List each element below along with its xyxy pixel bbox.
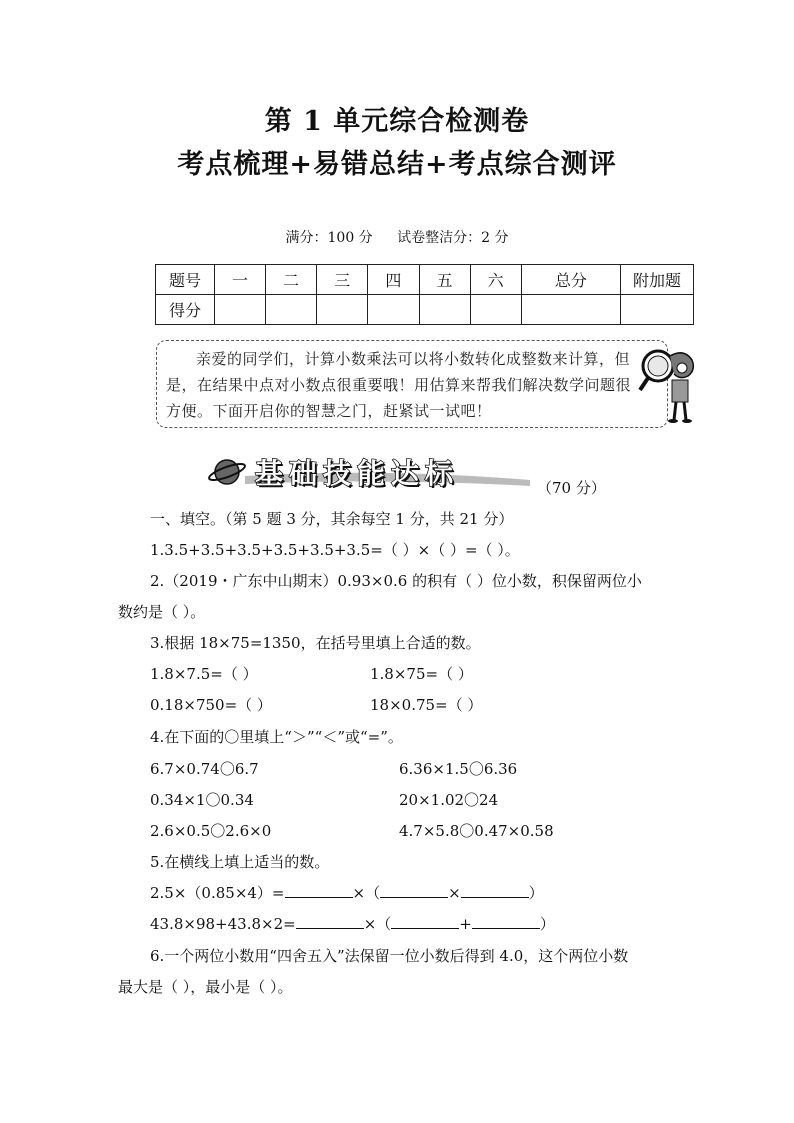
row-header-number: 题号 [156,265,215,295]
intro-note-text: 亲爱的同学们，计算小数乘法可以将小数转化成整数来计算，但是，在结果中点对小数点很重要哦！用估算来帮我们解决数学问题很方便。下面开启你的智慧之门，赶紧试一试吧！ [166,350,632,420]
q5a-expression: 2.5×（0.85×4）= [150,884,285,902]
column-header: 一 [215,265,266,295]
question-4: 4.在下面的〇里填上“＞”“＜”或“=”。 [150,728,403,746]
column-header-bonus: 附加题 [621,265,694,295]
score-cell[interactable] [266,295,317,325]
question-4-item: 0.34×1〇0.34 [150,791,254,809]
question-2-line1: 2.（2019・广东中山期末）0.93×0.6 的积有（ ）位小数，积保留两位小 [150,572,642,590]
section-score: （70 分） [537,479,606,497]
question-4-item: 6.7×0.74〇6.7 [150,760,259,778]
score-table [155,264,694,325]
score-info [0,227,794,247]
question-1: 1.3.5+3.5+3.5+3.5+3.5+3.5=（ ）×（ ）=（ ）。 [150,541,520,559]
question-4-item: 6.36×1.5〇6.36 [399,760,518,778]
column-header: 六 [470,265,521,295]
answer-blank[interactable] [391,914,459,929]
score-cell[interactable] [419,295,470,325]
score-table-header-row [156,265,694,295]
page-title: 第 1 单元综合检测卷 [264,106,530,137]
question-6-line2: 最大是（ ），最小是（ ）。 [118,978,293,996]
answer-blank[interactable] [285,883,353,898]
row-header-score: 得分 [156,295,215,325]
q5b-times: ×（ [363,915,392,933]
question-3-item: 1.8×7.5=（ ） [150,665,258,683]
question-5a [150,882,544,903]
score-cell[interactable] [215,295,266,325]
question-6-line1: 6.一个两位小数用“四舍五入”法保留一位小数后得到 4.0，这个两位小数 [150,947,629,965]
score-table-score-row [156,295,694,325]
answer-blank[interactable] [380,883,448,898]
score-cell[interactable] [368,295,419,325]
question-5: 5.在横线上填上适当的数。 [150,853,330,871]
score-cell[interactable] [317,295,368,325]
page-subtitle: 考点梳理+易错总结+考点综合测评 [177,149,617,180]
score-cell[interactable] [621,295,694,325]
question-3-item: 0.18×750=（ ） [150,696,272,714]
q5a-close: ） [528,884,544,902]
question-heading: 一、填空。（第 5 题 3 分，其余每空 1 分，共 21 分） [150,510,514,528]
q5b-expression: 43.8×98+43.8×2= [150,915,296,933]
question-4-item: 20×1.02〇24 [399,791,499,809]
question-2-line2: 数约是（ ）。 [118,603,206,621]
column-header: 五 [419,265,470,295]
question-4-item: 2.6×0.5〇2.6×0 [150,822,272,840]
question-5b [150,913,555,934]
column-header: 四 [368,265,419,295]
answer-blank[interactable] [296,914,364,929]
detective-magnifier-icon [636,346,698,424]
score-cell[interactable] [521,295,620,325]
section-title: 基础技能达标 [255,457,460,490]
question-3: 3.根据 18×75=1350，在括号里填上合适的数。 [150,634,481,652]
question-3-item: 1.8×75=（ ） [370,665,473,683]
answer-blank[interactable] [461,883,529,898]
q5a-times: ×（ [352,884,381,902]
full-score: 满分：100 分 [285,230,373,246]
column-header: 二 [266,265,317,295]
neat-score: 试卷整洁分：2 分 [397,230,509,246]
q5b-op: + [459,915,472,933]
column-header-total: 总分 [521,265,620,295]
question-4-item: 4.7×5.8〇0.47×0.58 [399,822,554,840]
q5a-op: × [448,884,461,902]
q5b-close: ） [539,915,555,933]
column-header: 三 [317,265,368,295]
answer-blank[interactable] [472,914,540,929]
question-3-item: 18×0.75=（ ） [370,696,483,714]
score-cell[interactable] [470,295,521,325]
